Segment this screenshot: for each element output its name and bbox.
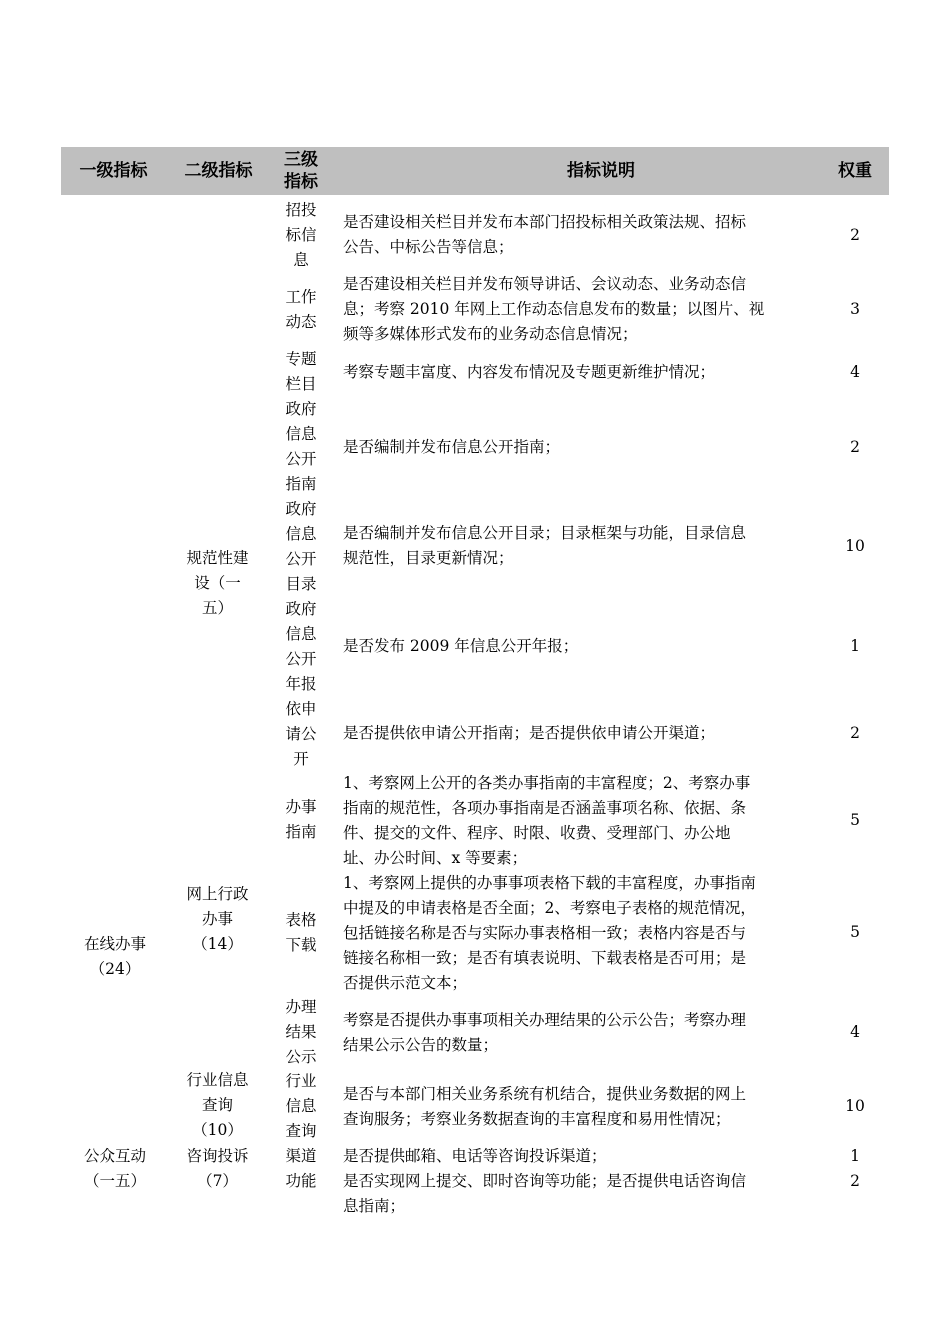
level1-online-service: 在线办事 （24） <box>83 935 146 978</box>
weight-cell: 10 <box>845 1097 865 1115</box>
header-description: 指标说明 <box>567 161 635 181</box>
header-level1: 一级指标 <box>79 161 148 181</box>
table-header <box>61 147 889 195</box>
level2-online-admin: 网上行政 办事 （14） <box>186 885 249 953</box>
level3-cell: 办事 指南 <box>285 798 317 841</box>
level3-cell: 政府 信息 公开 目录 <box>285 500 317 593</box>
level3-cell: 渠道 功能 <box>285 1147 317 1190</box>
description-cell: 是否编制并发布信息公开指南； <box>343 438 561 456</box>
level3-cell: 专题 栏目 <box>285 350 317 393</box>
weight-cell: 5 <box>850 923 860 941</box>
level3-cell: 依申 请公 开 <box>285 700 317 768</box>
weight-cell: 4 <box>850 1023 860 1041</box>
level3-cell: 工作 动态 <box>285 288 317 331</box>
description-cell: 是否与本部门相关业务系统有机结合，提供业务数据的网上 查询服务；考察业务数据查询的丰富程度和易用性情况； <box>343 1085 747 1128</box>
weight-cell: 3 <box>850 300 860 318</box>
description-cell: 1、考察网上提供的办事事项表格下载的丰富程度，办事指南 中提及的申请表格是否全面；2、考察电子表格的规范情况， 包括链接名称是否与实际办事表格相一致；表格内容是否与 链接名称相一致；是否有填表说明、下载表格是否可用；是 否提供示范文本； <box>343 874 756 992</box>
level2-industry-query: 行业信息 查询 （10） <box>186 1071 249 1139</box>
weight-cell: 2 <box>850 724 860 742</box>
description-cell: 考察是否提供办事事项相关办理结果的公示公告；考察办理 结果公示公告的数量； <box>343 1011 747 1054</box>
description-cell: 考察专题丰富度、内容发布情况及专题更新维护情况； <box>343 363 716 381</box>
weight-cell: 4 <box>850 363 860 381</box>
level3-cell: 行业 信息 查询 <box>285 1072 317 1140</box>
weight-cell: 5 <box>850 811 860 829</box>
header-level3: 三级 指标 <box>284 150 318 192</box>
weight-cell: 2 <box>850 226 860 244</box>
weight-cell: 2 <box>850 438 860 456</box>
description-cell: 是否建设相关栏目并发布本部门招投标相关政策法规、招标 公告、中标公告等信息； <box>343 213 747 256</box>
header-weight: 权重 <box>838 161 872 181</box>
level3-cell: 政府 信息 公开 年报 <box>285 600 317 693</box>
level2-standardization: 规范性建 设（一 五） <box>186 549 249 617</box>
level3-cell: 表格 下载 <box>285 911 317 954</box>
description-cell: 是否发布 2009 年信息公开年报； <box>343 637 579 655</box>
header-level2: 二级指标 <box>184 161 253 181</box>
description-cell: 是否提供邮箱、电话等咨询投诉渠道； 是否实现网上提交、即时咨询等功能；是否提供电话咨询信 息指南； <box>343 1147 747 1215</box>
level3-cell: 政府 信息 公开 指南 <box>285 400 317 493</box>
level2-consult-complaint: 咨询投诉 （7） <box>186 1147 249 1190</box>
level1-public-interaction: 公众互动 （一五） <box>83 1147 146 1190</box>
description-cell: 是否建设相关栏目并发布领导讲话、会议动态、业务动态信 息；考察 2010 年网上工作动态信息发布的数量；以图片、视 频等多媒体形式发布的业务动态信息情况； <box>343 275 765 343</box>
level3-cell: 办理 结果 公示 <box>285 998 317 1066</box>
weight-cell: 1 <box>850 637 860 655</box>
level3-cell: 招投 标信 息 <box>285 201 317 269</box>
description-cell: 是否编制并发布信息公开目录；目录框架与功能，目录信息 规范性，目录更新情况； <box>343 524 747 567</box>
description-cell: 1、考察网上公开的各类办事指南的丰富程度；2、考察办事 指南的规范性，各项办事指南是否涵盖事项名称、依据、条 件、提交的文件、程序、时限、收费、受理部门、办公地 址、办公时间、x 等要素； <box>343 774 751 867</box>
weight-cell: 1 2 <box>850 1147 860 1190</box>
weight-cell: 10 <box>845 537 865 555</box>
description-cell: 是否提供依申请公开指南；是否提供依申请公开渠道； <box>343 724 716 742</box>
